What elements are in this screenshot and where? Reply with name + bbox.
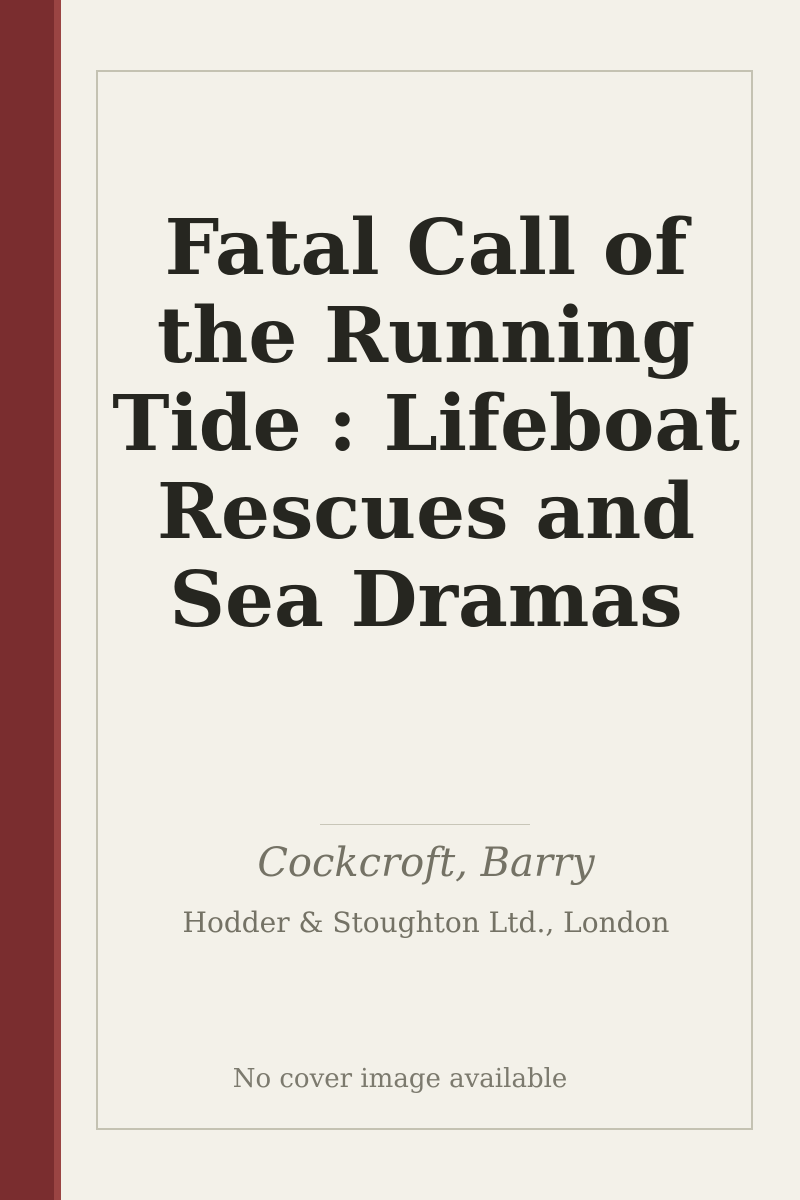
book-publisher: Hodder & Stoughton Ltd., London (182, 906, 670, 939)
book-author: Cockcroft, Barry (257, 840, 595, 886)
title-divider (320, 824, 530, 825)
book-spine-edge (54, 0, 61, 1200)
no-cover-notice: No cover image available (232, 1064, 568, 1094)
book-spine (0, 0, 54, 1200)
book-title: Fatal Call of the Running Tide : Lifeboat Rescues and Sea Dramas (112, 203, 740, 645)
